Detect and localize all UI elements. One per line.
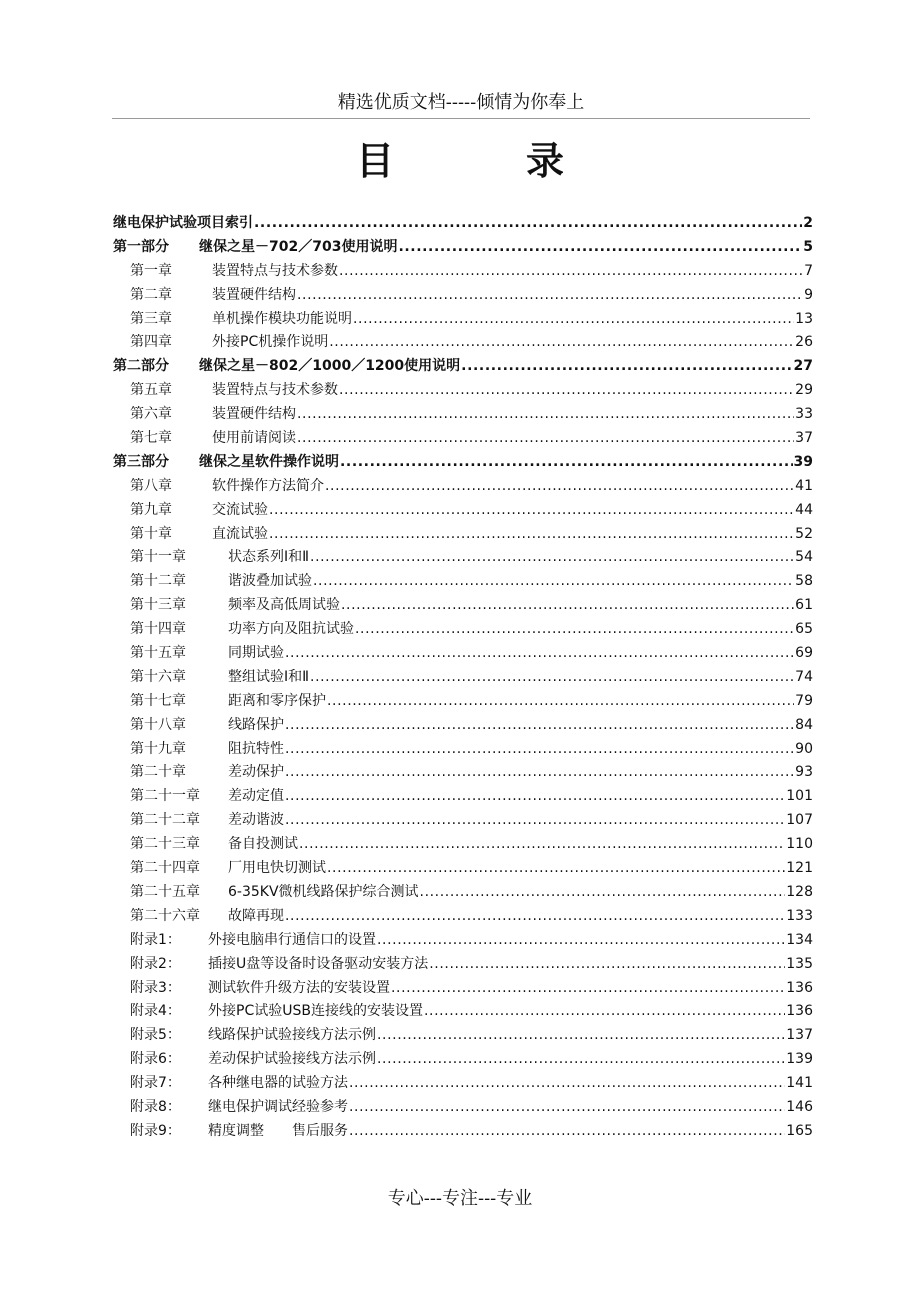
dot-leader bbox=[353, 308, 794, 332]
toc-entry-title: 线路保护试验接线方法示例 bbox=[208, 1027, 376, 1044]
toc-entry[interactable] bbox=[113, 1120, 813, 1144]
toc-entry-title: 故障再现 bbox=[228, 907, 284, 924]
dot-leader bbox=[285, 738, 794, 762]
toc-entry-title: 精度调整 售后服务 bbox=[208, 1122, 348, 1139]
toc-entry[interactable] bbox=[113, 499, 813, 523]
toc-entry-label: 附录8： bbox=[130, 1098, 181, 1115]
toc-entry-title: 继电保护试验项目索引 bbox=[113, 215, 253, 231]
toc-entry-title: 阻抗特性 bbox=[228, 740, 284, 757]
toc-entry[interactable] bbox=[113, 379, 813, 403]
toc-entry-page-number: 5 bbox=[803, 238, 813, 255]
dot-leader bbox=[461, 355, 792, 379]
toc-entry[interactable] bbox=[113, 714, 813, 738]
dot-leader bbox=[420, 881, 786, 905]
dot-leader bbox=[349, 1120, 785, 1144]
toc-entry-label: 第二十章 bbox=[130, 764, 186, 781]
toc-entry[interactable] bbox=[113, 1000, 813, 1024]
dot-leader bbox=[327, 690, 794, 714]
toc-entry-page-number: 29 bbox=[795, 382, 813, 399]
toc-entry-label: 第一章 bbox=[130, 262, 172, 279]
toc-entry-title: 插接U盘等设备时设备驱动安装方法 bbox=[208, 955, 429, 972]
toc-entry-page-number: 133 bbox=[786, 907, 813, 924]
toc-entry-page-number: 61 bbox=[795, 597, 813, 614]
toc-entry-page-number: 37 bbox=[795, 430, 813, 447]
dot-leader bbox=[285, 905, 785, 929]
table-of-contents bbox=[113, 212, 813, 1144]
toc-entry[interactable] bbox=[113, 1072, 813, 1096]
toc-entry-title: 装置特点与技术参数 bbox=[212, 382, 338, 399]
toc-entry-label: 附录1： bbox=[130, 931, 181, 948]
toc-entry[interactable] bbox=[113, 403, 813, 427]
toc-entry-title: 外接电脑串行通信口的设置 bbox=[208, 931, 376, 948]
toc-entry-title: 差动谐波 bbox=[228, 812, 284, 829]
toc-entry-label: 附录9： bbox=[130, 1122, 181, 1139]
toc-entry-title: 线路保护 bbox=[228, 716, 284, 733]
toc-entry-label: 第十二章 bbox=[130, 573, 186, 590]
toc-entry-title: 同期试验 bbox=[228, 645, 284, 662]
toc-entry-title: 差动保护试验接线方法示例 bbox=[208, 1051, 376, 1068]
toc-entry-title: 外接PC机操作说明 bbox=[212, 334, 329, 351]
toc-entry-page-number: 52 bbox=[795, 525, 813, 542]
toc-entry[interactable] bbox=[113, 260, 813, 284]
toc-entry-page-number: 136 bbox=[786, 979, 813, 996]
toc-entry-page-number: 139 bbox=[786, 1051, 813, 1068]
toc-entry[interactable] bbox=[113, 929, 813, 953]
toc-entry-label: 第十六章 bbox=[130, 668, 186, 685]
toc-entry[interactable] bbox=[113, 355, 813, 379]
toc-entry-title: 状态系列Ⅰ和Ⅱ bbox=[228, 549, 310, 566]
toc-entry-label: 第二十五章 bbox=[130, 883, 200, 900]
toc-entry[interactable] bbox=[113, 546, 813, 570]
toc-entry-label: 第十三章 bbox=[130, 597, 186, 614]
toc-entry-title: 频率及高低周试验 bbox=[228, 597, 340, 614]
toc-entry-label: 第三部分 bbox=[113, 453, 169, 470]
dot-leader bbox=[325, 475, 794, 499]
toc-entry[interactable] bbox=[113, 666, 813, 690]
footer-text: 专心---专注---专业 bbox=[387, 1188, 533, 1209]
toc-entry-title: 使用前请阅读 bbox=[212, 430, 296, 447]
toc-entry-label: 第十一章 bbox=[130, 549, 186, 566]
toc-entry[interactable] bbox=[113, 785, 813, 809]
toc-entry-label: 第二章 bbox=[130, 286, 172, 303]
toc-entry-label: 第三章 bbox=[130, 310, 172, 327]
dot-leader bbox=[285, 642, 794, 666]
toc-entry[interactable] bbox=[113, 212, 813, 236]
dot-leader bbox=[377, 1024, 785, 1048]
toc-entry[interactable] bbox=[113, 977, 813, 1001]
toc-entry-page-number: 54 bbox=[795, 549, 813, 566]
toc-entry-label: 第五章 bbox=[130, 382, 172, 399]
dot-leader bbox=[377, 1048, 785, 1072]
dot-leader bbox=[398, 236, 802, 260]
toc-entry-page-number: 137 bbox=[786, 1027, 813, 1044]
toc-entry-page-number: 9 bbox=[804, 286, 813, 303]
toc-entry[interactable] bbox=[113, 284, 813, 308]
toc-entry-label: 第八章 bbox=[130, 477, 172, 494]
dot-leader bbox=[349, 1096, 785, 1120]
dot-leader bbox=[313, 570, 794, 594]
dot-leader bbox=[327, 857, 785, 881]
toc-entry-page-number: 39 bbox=[793, 453, 813, 470]
toc-entry[interactable] bbox=[113, 331, 813, 355]
header-text: 精选优质文档-----倾情为你奉上 bbox=[337, 92, 585, 113]
toc-entry[interactable] bbox=[113, 905, 813, 929]
toc-entry-label: 附录5： bbox=[130, 1027, 181, 1044]
toc-entry-label: 第十八章 bbox=[130, 716, 186, 733]
dot-leader bbox=[297, 427, 794, 451]
toc-entry-label: 第六章 bbox=[130, 406, 172, 423]
toc-entry-label: 附录2： bbox=[130, 955, 181, 972]
toc-entry-title: 直流试验 bbox=[212, 525, 268, 542]
dot-leader bbox=[285, 809, 785, 833]
toc-entry-label: 第十五章 bbox=[130, 645, 186, 662]
toc-entry[interactable] bbox=[113, 642, 813, 666]
dot-leader bbox=[269, 523, 794, 547]
toc-entry-label: 第二十二章 bbox=[130, 812, 200, 829]
toc-entry-page-number: 165 bbox=[786, 1122, 813, 1139]
toc-entry-page-number: 146 bbox=[786, 1098, 813, 1115]
toc-entry-page-number: 79 bbox=[795, 692, 813, 709]
dot-leader bbox=[310, 546, 794, 570]
toc-entry-title: 差动定值 bbox=[228, 788, 284, 805]
toc-entry-label: 第二十六章 bbox=[130, 907, 200, 924]
toc-entry-page-number: 26 bbox=[795, 334, 813, 351]
toc-entry[interactable] bbox=[113, 761, 813, 785]
toc-entry-title: 厂用电快切测试 bbox=[228, 860, 326, 877]
dot-leader bbox=[424, 1000, 785, 1024]
toc-entry-label: 第九章 bbox=[130, 501, 172, 518]
dot-leader bbox=[285, 785, 785, 809]
toc-entry-page-number: 2 bbox=[803, 215, 813, 231]
toc-entry-title: 功率方向及阻抗试验 bbox=[228, 621, 354, 638]
toc-entry-page-number: 107 bbox=[786, 812, 813, 829]
dot-leader bbox=[297, 284, 803, 308]
toc-entry[interactable] bbox=[113, 809, 813, 833]
toc-entry-title: 交流试验 bbox=[212, 501, 268, 518]
dot-leader bbox=[429, 953, 785, 977]
toc-entry-title: 继电保护调试经验参考 bbox=[208, 1098, 348, 1115]
toc-entry-page-number: 33 bbox=[795, 406, 813, 423]
toc-entry-label: 第二十四章 bbox=[130, 860, 200, 877]
toc-entry-label: 附录6： bbox=[130, 1051, 181, 1068]
toc-entry-page-number: 128 bbox=[786, 883, 813, 900]
page-footer bbox=[0, 1184, 920, 1210]
dot-leader bbox=[339, 379, 794, 403]
toc-entry-label: 附录4： bbox=[130, 1003, 181, 1020]
toc-entry-page-number: 27 bbox=[793, 358, 813, 375]
toc-entry[interactable] bbox=[113, 451, 813, 475]
toc-entry-page-number: 141 bbox=[786, 1075, 813, 1092]
toc-entry-page-number: 13 bbox=[795, 310, 813, 327]
dot-leader bbox=[285, 761, 794, 785]
toc-entry-page-number: 134 bbox=[786, 931, 813, 948]
toc-entry-title: 继保之星－802／1000／1200使用说明 bbox=[199, 358, 461, 375]
toc-entry-label: 第十九章 bbox=[130, 740, 186, 757]
dot-leader bbox=[349, 1072, 785, 1096]
dot-leader bbox=[340, 451, 793, 475]
toc-entry[interactable] bbox=[113, 236, 813, 260]
toc-entry[interactable] bbox=[113, 690, 813, 714]
toc-entry-label: 第二部分 bbox=[113, 358, 169, 375]
toc-entry-page-number: 44 bbox=[795, 501, 813, 518]
toc-entry-label: 第二十三章 bbox=[130, 836, 200, 853]
toc-entry-label: 第二十一章 bbox=[130, 788, 200, 805]
toc-entry-title: 装置硬件结构 bbox=[212, 406, 296, 423]
toc-entry-label: 第四章 bbox=[130, 334, 172, 351]
toc-entry-title: 整组试验Ⅰ和Ⅱ bbox=[228, 668, 310, 685]
toc-entry-page-number: 7 bbox=[804, 262, 813, 279]
toc-entry-page-number: 41 bbox=[795, 477, 813, 494]
dot-leader bbox=[310, 666, 794, 690]
toc-entry-title: 各种继电器的试验方法 bbox=[208, 1075, 348, 1092]
toc-entry-title: 备自投测试 bbox=[228, 836, 298, 853]
toc-entry[interactable] bbox=[113, 833, 813, 857]
dot-leader bbox=[339, 260, 803, 284]
toc-entry-page-number: 65 bbox=[795, 621, 813, 638]
toc-entry[interactable] bbox=[113, 1024, 813, 1048]
toc-entry[interactable] bbox=[113, 738, 813, 762]
toc-entry-page-number: 121 bbox=[786, 860, 813, 877]
toc-entry-label: 第十章 bbox=[130, 525, 172, 542]
toc-entry-page-number: 74 bbox=[795, 668, 813, 685]
toc-entry[interactable] bbox=[113, 594, 813, 618]
toc-entry-page-number: 84 bbox=[795, 716, 813, 733]
toc-entry-label: 第十四章 bbox=[130, 621, 186, 638]
toc-entry-title: 单机操作模块功能说明 bbox=[212, 310, 352, 327]
toc-entry-title: 谐波叠加试验 bbox=[228, 573, 312, 590]
toc-entry-title: 软件操作方法简介 bbox=[212, 477, 324, 494]
toc-entry[interactable] bbox=[113, 570, 813, 594]
dot-leader bbox=[341, 594, 794, 618]
toc-entry-title: 测试软件升级方法的安装设置 bbox=[208, 979, 390, 996]
toc-entry-label: 第十七章 bbox=[130, 692, 186, 709]
toc-entry-title: 差动保护 bbox=[228, 764, 284, 781]
toc-entry-page-number: 58 bbox=[795, 573, 813, 590]
toc-entry-label: 第一部分 bbox=[113, 238, 169, 255]
toc-entry-page-number: 69 bbox=[795, 645, 813, 662]
toc-entry-title: 装置特点与技术参数 bbox=[212, 262, 338, 279]
toc-entry[interactable] bbox=[113, 1096, 813, 1120]
toc-entry[interactable] bbox=[113, 475, 813, 499]
toc-entry-label: 附录7： bbox=[130, 1075, 181, 1092]
dot-leader bbox=[299, 833, 785, 857]
toc-entry[interactable] bbox=[113, 308, 813, 332]
dot-leader bbox=[355, 618, 794, 642]
dot-leader bbox=[254, 212, 802, 236]
toc-entry-page-number: 93 bbox=[795, 764, 813, 781]
toc-entry-page-number: 135 bbox=[786, 955, 813, 972]
toc-entry[interactable] bbox=[113, 618, 813, 642]
toc-entry-title: 继保之星软件操作说明 bbox=[199, 453, 339, 470]
dot-leader bbox=[377, 929, 785, 953]
toc-entry[interactable] bbox=[113, 523, 813, 547]
toc-entry-label: 附录3： bbox=[130, 979, 181, 996]
dot-leader bbox=[329, 331, 794, 355]
toc-entry[interactable] bbox=[113, 427, 813, 451]
toc-entry-page-number: 110 bbox=[786, 836, 813, 853]
toc-entry[interactable] bbox=[113, 857, 813, 881]
toc-entry-title: 外接PC试验USB连接线的安装设置 bbox=[208, 1003, 423, 1020]
dot-leader bbox=[297, 403, 794, 427]
toc-entry-title: 6-35KV微机线路保护综合测试 bbox=[228, 883, 419, 900]
toc-entry-label: 第七章 bbox=[130, 430, 172, 447]
toc-entry[interactable] bbox=[113, 881, 813, 905]
toc-entry[interactable] bbox=[113, 1048, 813, 1072]
dot-leader bbox=[269, 499, 794, 523]
toc-entry-page-number: 101 bbox=[786, 788, 813, 805]
toc-entry-page-number: 90 bbox=[795, 740, 813, 757]
toc-entry-title: 装置硬件结构 bbox=[212, 286, 296, 303]
toc-entry-title: 继保之星－702／703使用说明 bbox=[199, 238, 398, 255]
toc-entry-title: 距离和零序保护 bbox=[228, 692, 326, 709]
toc-entry[interactable] bbox=[113, 953, 813, 977]
dot-leader bbox=[285, 714, 794, 738]
page-title: 目录 bbox=[355, 139, 696, 183]
dot-leader bbox=[391, 977, 785, 1001]
toc-entry-page-number: 136 bbox=[786, 1003, 813, 1020]
page-header bbox=[112, 88, 810, 119]
